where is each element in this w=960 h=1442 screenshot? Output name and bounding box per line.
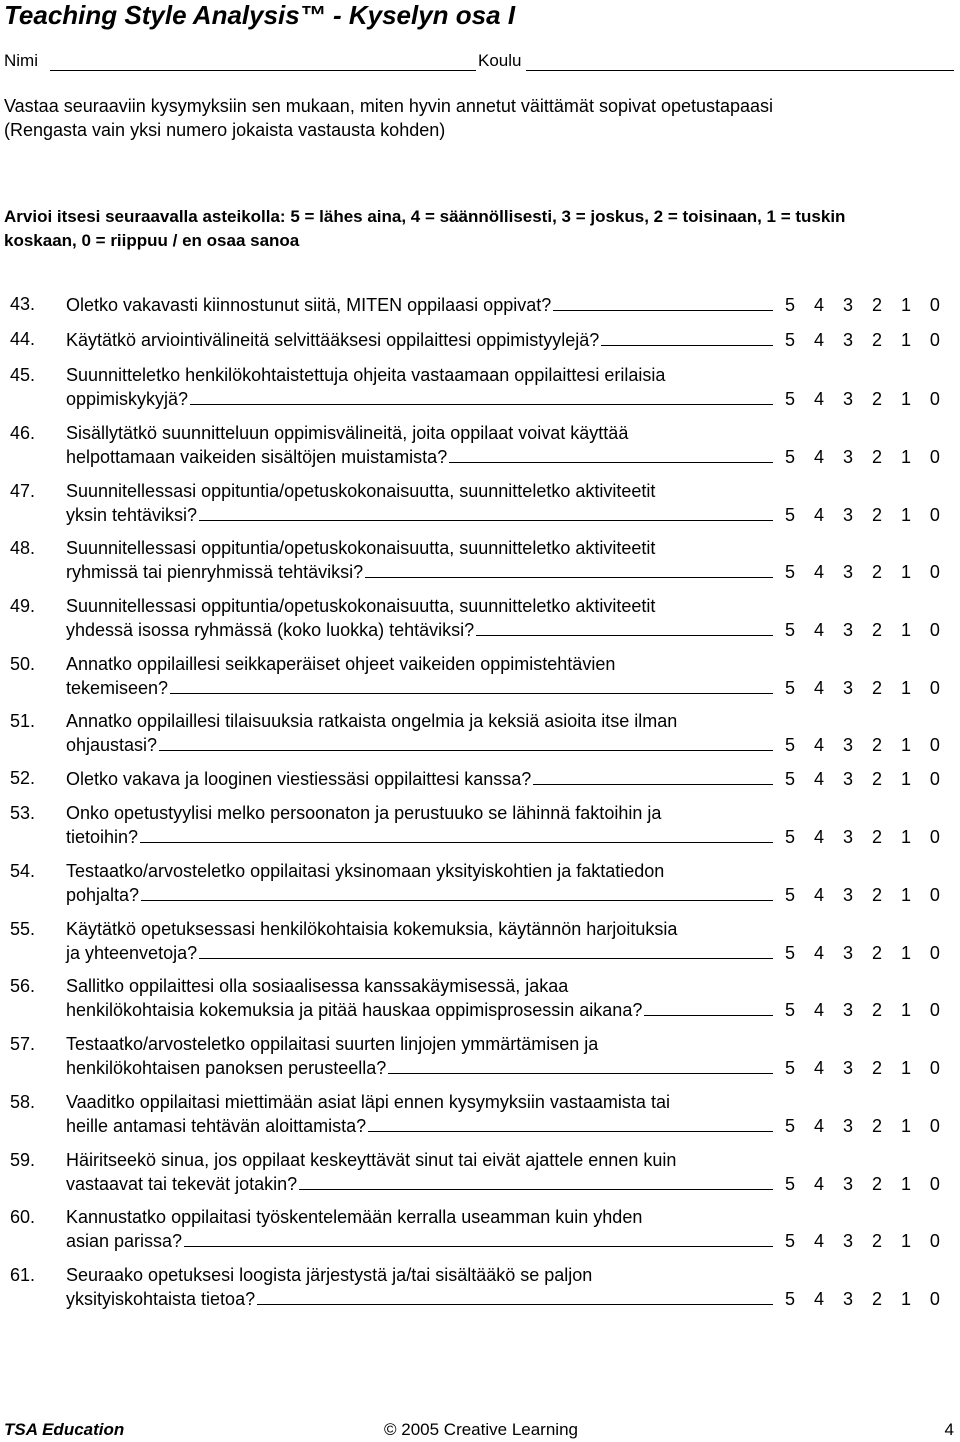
answer-leader-line	[199, 503, 773, 521]
rating-option[interactable]: 5	[785, 1116, 796, 1136]
answer-row	[66, 1172, 940, 1195]
rating-option[interactable]: 1	[900, 1058, 911, 1078]
question-text: Häiritseekö sinua, jos oppilaat keskeyttävät sinut tai eivät ajattele ennen kuin	[66, 1150, 677, 1170]
rating-options	[785, 826, 940, 849]
answer-row	[66, 328, 940, 351]
answer-leader-line	[140, 825, 773, 843]
rating-option[interactable]: 2	[871, 885, 882, 905]
rating-option[interactable]: 5	[785, 447, 796, 467]
answer-row	[66, 825, 940, 848]
rating-option[interactable]: 2	[871, 562, 882, 582]
rating-scale-line-2: koskaan, 0 = riippuu / en osaa sanoa	[4, 231, 300, 250]
rating-option[interactable]: 0	[929, 1058, 940, 1078]
rating-option[interactable]: 1	[900, 295, 911, 315]
rating-option[interactable]: 2	[871, 678, 882, 698]
question-text: Oletko vakava ja looginen viestiessäsi oppilaittesi kanssa?	[66, 769, 532, 789]
rating-option[interactable]: 1	[900, 1000, 911, 1020]
rating-option[interactable]: 5	[785, 1000, 796, 1020]
rating-option[interactable]: 1	[900, 505, 911, 525]
rating-options	[785, 619, 940, 642]
rating-option[interactable]: 1	[900, 735, 911, 755]
question-text: Suunnitteletko henkilökohtaistettuja ohjeita vastaamaan oppilaittesi erilaisia	[66, 365, 666, 385]
rating-option[interactable]: 1	[900, 447, 911, 467]
question-text: Sisällytätkö suunnitteluun oppimisvälineitä, joita oppilaat voivat käyttää	[66, 423, 629, 443]
answer-row	[66, 445, 940, 468]
rating-option[interactable]: 3	[842, 1058, 853, 1078]
answer-leader-line	[141, 883, 773, 901]
question-text: Testaatko/arvosteletko oppilaitasi suurten linjojen ymmärtämisen ja	[66, 1034, 599, 1054]
answer-row	[66, 560, 940, 583]
rating-option[interactable]: 1	[900, 1174, 911, 1194]
rating-option[interactable]: 4	[813, 678, 824, 698]
rating-option[interactable]: 4	[813, 620, 824, 640]
answer-leader-line	[449, 445, 773, 463]
answer-row	[66, 998, 940, 1021]
answer-leader-line	[368, 1114, 773, 1132]
rating-options	[785, 329, 940, 352]
page-number: 4	[944, 1420, 954, 1439]
rating-option[interactable]: 1	[900, 769, 911, 789]
rating-option[interactable]: 3	[842, 447, 853, 467]
rating-options	[785, 942, 940, 965]
rating-option[interactable]: 3	[842, 1231, 853, 1251]
rating-option[interactable]: 0	[929, 943, 940, 963]
rating-option[interactable]: 2	[871, 505, 882, 525]
rating-options	[785, 1057, 940, 1080]
answer-leader-line	[170, 676, 773, 694]
name-school-fields	[4, 50, 954, 72]
question-text: yksin tehtäviksi?	[66, 505, 198, 525]
rating-option[interactable]: 4	[813, 769, 824, 789]
rating-option[interactable]: 4	[813, 885, 824, 905]
rating-options	[785, 999, 940, 1022]
rating-option[interactable]: 3	[842, 295, 853, 315]
rating-option[interactable]: 1	[900, 678, 911, 698]
rating-option[interactable]: 3	[842, 943, 853, 963]
rating-option[interactable]: 5	[785, 562, 796, 582]
rating-option[interactable]: 2	[871, 1174, 882, 1194]
rating-option[interactable]: 2	[871, 1116, 882, 1136]
rating-options	[785, 1230, 940, 1253]
rating-option[interactable]: 3	[842, 769, 853, 789]
rating-option[interactable]: 3	[842, 562, 853, 582]
school-field-line[interactable]	[526, 70, 954, 71]
question-text: Kannustatko oppilaitasi työskentelemään kerralla useamman kuin yhden	[66, 1207, 643, 1227]
rating-option[interactable]: 4	[813, 505, 824, 525]
question-text: Testaatko/arvosteletko oppilaitasi yksinomaan yksityiskohtien ja faktatiedon	[66, 861, 665, 881]
instructions-line-2: (Rengasta vain yksi numero jokaista vastausta kohden)	[4, 120, 446, 140]
rating-option[interactable]: 2	[871, 1231, 882, 1251]
footer-brand: TSA Education	[4, 1420, 125, 1439]
rating-option[interactable]: 3	[842, 678, 853, 698]
rating-option[interactable]: 2	[871, 330, 882, 350]
question-text: Suunnitellessasi oppituntia/opetuskokonaisuutta, suunnitteletko aktiviteetit	[66, 538, 656, 558]
question-text: ohjaustasi?	[66, 735, 158, 755]
rating-option[interactable]: 0	[929, 769, 940, 789]
rating-option[interactable]: 1	[900, 1231, 911, 1251]
question-number: 45.	[10, 365, 36, 385]
question-number: 60.	[10, 1207, 36, 1227]
rating-option[interactable]: 3	[842, 735, 853, 755]
question-text: tekemiseen?	[66, 678, 169, 698]
rating-options	[785, 768, 940, 791]
rating-option[interactable]: 1	[900, 562, 911, 582]
question-text: Onko opetustyylisi melko persoonaton ja perustuuko se lähinnä faktoihin ja	[66, 803, 662, 823]
answer-leader-line	[199, 941, 773, 959]
rating-options	[785, 1115, 940, 1138]
rating-option[interactable]: 5	[785, 827, 796, 847]
answer-row	[66, 733, 940, 756]
question-number: 55.	[10, 919, 36, 939]
answer-row	[66, 1114, 940, 1137]
rating-option[interactable]: 1	[900, 620, 911, 640]
answer-row	[66, 883, 940, 906]
rating-option[interactable]: 4	[813, 943, 824, 963]
question-text: yksityiskohtaista tietoa?	[66, 1289, 256, 1309]
rating-options	[785, 1288, 940, 1311]
rating-option[interactable]: 0	[929, 885, 940, 905]
question-text: ja yhteenvetoja?	[66, 943, 198, 963]
rating-scale-line-1: Arvioi itsesi seuraavalla asteikolla: 5 = lähes aina, 4 = säännöllisesti, 3 = joskus, 2 = toisinaan, 1 = tuskin	[4, 207, 846, 226]
rating-option[interactable]: 5	[785, 1289, 796, 1309]
question-number: 48.	[10, 538, 36, 558]
question-number: 57.	[10, 1034, 36, 1054]
question-number: 51.	[10, 711, 36, 731]
name-label: Nimi	[4, 51, 38, 70]
rating-options	[785, 561, 940, 584]
rating-option[interactable]: 5	[785, 389, 796, 409]
rating-option[interactable]: 3	[842, 885, 853, 905]
rating-option[interactable]: 0	[929, 1289, 940, 1309]
rating-option[interactable]: 0	[929, 447, 940, 467]
question-text: helpottamaan vaikeiden sisältöjen muistamista?	[66, 447, 448, 467]
question-text: Oletko vakavasti kiinnostunut siitä, MITEN oppilaasi oppivat?	[66, 295, 552, 315]
answer-row	[66, 387, 940, 410]
rating-option[interactable]: 2	[871, 1000, 882, 1020]
rating-options	[785, 388, 940, 411]
rating-option[interactable]: 5	[785, 330, 796, 350]
rating-option[interactable]: 2	[871, 827, 882, 847]
rating-option[interactable]: 5	[785, 1231, 796, 1251]
rating-option[interactable]: 0	[929, 1174, 940, 1194]
question-number: 54.	[10, 861, 36, 881]
question-number: 52.	[10, 768, 36, 788]
question-text: Suunnitellessasi oppituntia/opetuskokonaisuutta, suunnitteletko aktiviteetit	[66, 596, 656, 616]
rating-option[interactable]: 2	[871, 769, 882, 789]
question-number: 56.	[10, 976, 36, 996]
rating-option[interactable]: 1	[900, 885, 911, 905]
rating-option[interactable]: 5	[785, 885, 796, 905]
rating-option[interactable]: 4	[813, 447, 824, 467]
rating-option[interactable]: 4	[813, 1174, 824, 1194]
answer-leader-line	[159, 733, 773, 751]
rating-option[interactable]: 5	[785, 735, 796, 755]
rating-option[interactable]: 0	[929, 735, 940, 755]
rating-option[interactable]: 0	[929, 330, 940, 350]
question-number: 44.	[10, 329, 36, 349]
rating-option[interactable]: 4	[813, 1231, 824, 1251]
rating-option[interactable]: 4	[813, 735, 824, 755]
rating-option[interactable]: 3	[842, 389, 853, 409]
answer-leader-line	[365, 560, 773, 578]
answer-leader-line	[601, 328, 773, 346]
name-field-line[interactable]	[50, 70, 476, 71]
rating-option[interactable]: 4	[813, 1116, 824, 1136]
rating-option[interactable]: 5	[785, 1058, 796, 1078]
school-label: Koulu	[478, 51, 522, 70]
rating-option[interactable]: 1	[900, 1289, 911, 1309]
answer-leader-line	[644, 998, 773, 1016]
question-number: 58.	[10, 1092, 36, 1112]
rating-option[interactable]: 0	[929, 620, 940, 640]
question-text: Seuraako opetuksesi loogista järjestystä ja/tai sisältääkö se paljon	[66, 1265, 593, 1285]
rating-option[interactable]: 4	[813, 827, 824, 847]
question-text: henkilökohtaisia kokemuksia ja pitää hauskaa oppimisprosessin aikana?	[66, 1000, 643, 1020]
rating-option[interactable]: 2	[871, 1289, 882, 1309]
rating-option[interactable]: 3	[842, 1116, 853, 1136]
question-number: 46.	[10, 423, 36, 443]
rating-option[interactable]: 1	[900, 330, 911, 350]
answer-row	[66, 293, 940, 316]
question-text: ryhmissä tai pienryhmissä tehtäviksi?	[66, 562, 364, 582]
page-footer	[4, 1419, 954, 1441]
question-text: Annatko oppilaillesi tilaisuuksia ratkaista ongelmia ja keksiä asioita itse ilman	[66, 711, 678, 731]
page-title: Teaching Style Analysis™ - Kyselyn osa I	[4, 0, 516, 30]
rating-option[interactable]: 5	[785, 1174, 796, 1194]
question-text: Sallitko oppilaittesi olla sosiaalisessa kanssakäymisessä, jakaa	[66, 976, 569, 996]
rating-options	[785, 734, 940, 757]
rating-option[interactable]: 4	[813, 330, 824, 350]
footer-copyright: © 2005 Creative Learning	[384, 1420, 578, 1439]
question-text: Annatko oppilaillesi seikkaperäiset ohjeet vaikeiden oppimistehtävien	[66, 654, 616, 674]
question-number: 53.	[10, 803, 36, 823]
answer-row	[66, 767, 940, 790]
rating-option[interactable]: 1	[900, 389, 911, 409]
rating-options	[785, 294, 940, 317]
question-text: asian parissa?	[66, 1231, 183, 1251]
answer-row	[66, 1229, 940, 1252]
rating-option[interactable]: 4	[813, 1289, 824, 1309]
rating-option[interactable]: 4	[813, 562, 824, 582]
rating-option[interactable]: 2	[871, 735, 882, 755]
question-text: Suunnitellessasi oppituntia/opetuskokonaisuutta, suunnitteletko aktiviteetit	[66, 481, 656, 501]
rating-option[interactable]: 4	[813, 295, 824, 315]
rating-option[interactable]: 5	[785, 769, 796, 789]
rating-option[interactable]: 0	[929, 505, 940, 525]
rating-option[interactable]: 3	[842, 827, 853, 847]
answer-leader-line	[190, 387, 773, 405]
rating-option[interactable]: 0	[929, 1000, 940, 1020]
rating-option[interactable]: 4	[813, 389, 824, 409]
answer-leader-line	[533, 767, 773, 785]
answer-row	[66, 503, 940, 526]
answer-row	[66, 941, 940, 964]
rating-option[interactable]: 5	[785, 505, 796, 525]
rating-options	[785, 504, 940, 527]
answer-leader-line	[299, 1172, 773, 1190]
answer-leader-line	[184, 1229, 773, 1247]
rating-option[interactable]: 3	[842, 1174, 853, 1194]
rating-option[interactable]: 1	[900, 827, 911, 847]
answer-row	[66, 1287, 940, 1310]
rating-option[interactable]: 0	[929, 1116, 940, 1136]
rating-options	[785, 446, 940, 469]
rating-options	[785, 884, 940, 907]
question-text: vastaavat tai tekevät jotakin?	[66, 1174, 298, 1194]
rating-option[interactable]: 0	[929, 1231, 940, 1251]
question-text: tietoihin?	[66, 827, 139, 847]
rating-option[interactable]: 2	[871, 389, 882, 409]
rating-option[interactable]: 0	[929, 295, 940, 315]
question-text: oppimiskykyjä?	[66, 389, 189, 409]
rating-option[interactable]: 3	[842, 1000, 853, 1020]
rating-option[interactable]: 0	[929, 678, 940, 698]
rating-option[interactable]: 0	[929, 827, 940, 847]
question-number: 47.	[10, 481, 36, 501]
rating-option[interactable]: 3	[842, 1289, 853, 1309]
question-text: Käytätkö opetuksessasi henkilökohtaisia kokemuksia, käytännön harjoituksia	[66, 919, 678, 939]
rating-option[interactable]: 4	[813, 1000, 824, 1020]
rating-option[interactable]: 5	[785, 620, 796, 640]
question-number: 50.	[10, 654, 36, 674]
rating-option[interactable]: 1	[900, 1116, 911, 1136]
rating-option[interactable]: 5	[785, 678, 796, 698]
rating-option[interactable]: 5	[785, 295, 796, 315]
rating-option[interactable]: 3	[842, 505, 853, 525]
rating-option[interactable]: 2	[871, 620, 882, 640]
question-number: 61.	[10, 1265, 36, 1285]
question-number: 43.	[10, 294, 36, 314]
answer-leader-line	[553, 293, 773, 311]
question-text: yhdessä isossa ryhmässä (koko luokka) tehtäviksi?	[66, 620, 475, 640]
question-text: Käytätkö arviointivälineitä selvittääksesi oppilaittesi oppimistyylejä?	[66, 330, 600, 350]
rating-option[interactable]: 5	[785, 943, 796, 963]
rating-options	[785, 677, 940, 700]
instructions	[4, 94, 954, 142]
answer-leader-line	[257, 1287, 773, 1305]
rating-option[interactable]: 2	[871, 295, 882, 315]
rating-option[interactable]: 4	[813, 1058, 824, 1078]
rating-option[interactable]: 3	[842, 620, 853, 640]
question-text: pohjalta?	[66, 885, 140, 905]
answer-row	[66, 676, 940, 699]
instructions-line-1: Vastaa seuraaviin kysymyksiin sen mukaan, miten hyvin annetut väittämät sopivat opetustapaasi	[4, 96, 774, 116]
answer-row	[66, 1056, 940, 1079]
rating-option[interactable]: 1	[900, 943, 911, 963]
question-number: 49.	[10, 596, 36, 616]
rating-option[interactable]: 0	[929, 389, 940, 409]
question-text: Vaaditko oppilaitasi miettimään asiat läpi ennen kysymyksiin vastaamista tai	[66, 1092, 670, 1112]
question-text: henkilökohtaisen panoksen perusteella?	[66, 1058, 387, 1078]
rating-option[interactable]: 2	[871, 1058, 882, 1078]
rating-scale	[4, 205, 954, 253]
answer-leader-line	[476, 618, 773, 636]
answer-leader-line	[388, 1056, 773, 1074]
answer-row	[66, 618, 940, 641]
question-text: heille antamasi tehtävän aloittamista?	[66, 1116, 367, 1136]
rating-option[interactable]: 3	[842, 330, 853, 350]
rating-options	[785, 1173, 940, 1196]
rating-option[interactable]: 2	[871, 447, 882, 467]
question-number: 59.	[10, 1150, 36, 1170]
rating-option[interactable]: 0	[929, 562, 940, 582]
rating-option[interactable]: 2	[871, 943, 882, 963]
